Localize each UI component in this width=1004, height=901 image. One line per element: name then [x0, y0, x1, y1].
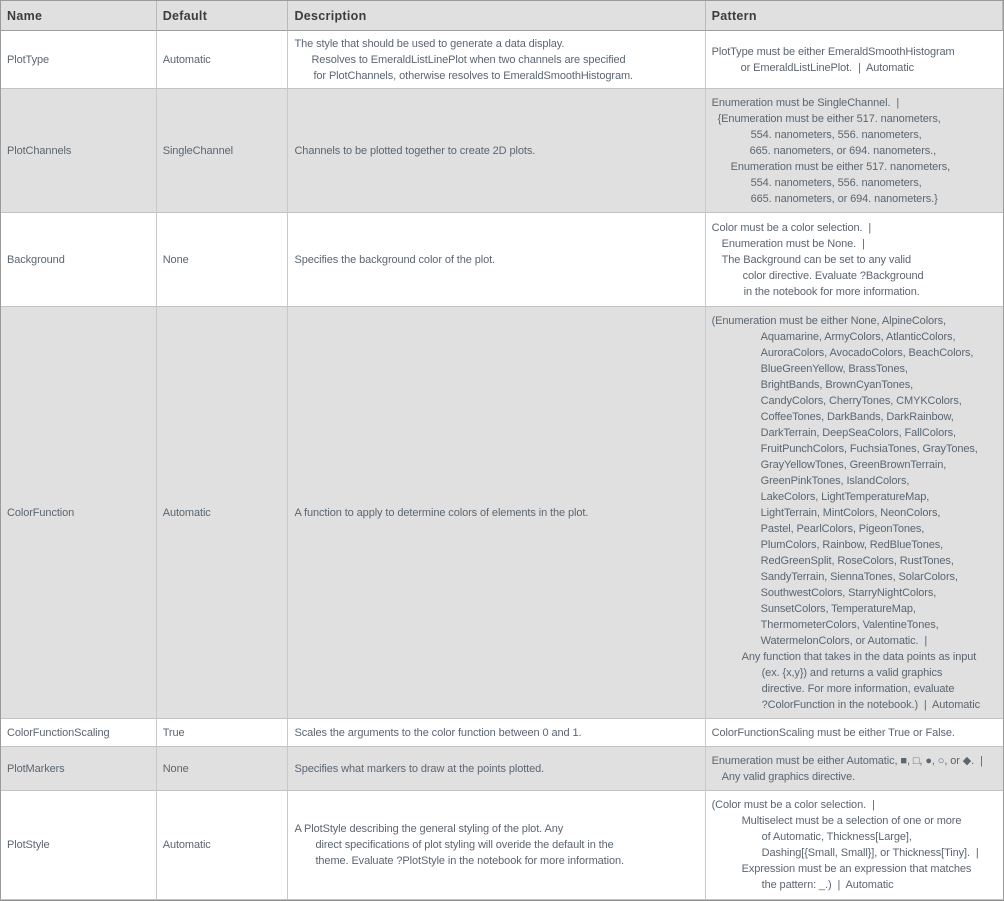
pattern-line: (ex. {x,y}) and returns a valid graphics — [761, 666, 943, 679]
pattern-line: color directive. Evaluate ?Background — [742, 269, 924, 282]
description-line: direct specifications of plot styling will overide the default in the — [315, 839, 614, 851]
pattern-line: SunsetColors, TemperatureMap, — [760, 602, 916, 615]
pattern-line: Enumeration must be SingleChannel. | — [711, 96, 900, 109]
pattern-line: Multiselect must be a selection of one or more — [741, 815, 962, 827]
pattern-line: in the notebook for more information. — [743, 285, 920, 298]
option-default-value: Automatic — [162, 53, 211, 66]
pattern-line: Color must be a color selection. | — [711, 221, 872, 234]
pattern-line: directive. For more information, evaluate — [761, 682, 955, 695]
cell-default — [157, 747, 289, 791]
pattern-line: GrayYellowTones, GreenBrownTerrain, — [760, 458, 947, 471]
option-default-value: Automatic — [162, 506, 211, 519]
pattern-line: 665. nanometers, or 694. nanometers., — [749, 144, 937, 157]
description-line: theme. Evaluate ?PlotStyle in the notebook for more information. — [315, 855, 624, 867]
cell-name — [1, 31, 157, 89]
cell-description — [288, 747, 705, 791]
pattern-line: Any function that takes in the data points as input — [741, 650, 977, 663]
column-header-pattern — [706, 1, 1003, 31]
pattern-line: BrightBands, BrownCyanTones, — [760, 378, 914, 391]
pattern-line: Enumeration must be None. | — [721, 237, 865, 250]
pattern-line: DarkTerrain, DeepSeaColors, FallColors, — [760, 426, 957, 439]
cell-description — [288, 213, 705, 307]
pattern-line: SouthwestColors, StarryNightColors, — [760, 586, 937, 599]
pattern-line: FruitPunchColors, FuchsiaTones, GrayTones, — [760, 442, 978, 455]
description-line: for PlotChannels, otherwise resolves to EmeraldSmoothHistogram. — [313, 69, 634, 82]
table-row — [1, 213, 1003, 307]
pattern-line: RedGreenSplit, RoseColors, RustTones, — [760, 554, 954, 567]
pattern-line: ColorFunctionScaling must be either True or False. — [711, 726, 955, 739]
option-default-value: None — [162, 762, 189, 775]
column-header-name — [1, 1, 157, 31]
table-row — [1, 719, 1003, 747]
cell-description — [288, 307, 705, 719]
option-name: Background — [7, 253, 65, 266]
column-header-label: Name — [7, 8, 43, 23]
description-line: Specifies the background color of the plot. — [294, 253, 496, 266]
cell-default — [157, 307, 289, 719]
cell-description — [288, 719, 705, 747]
description-line: The style that should be used to generate a data display. — [294, 37, 565, 50]
pattern-line: Pastel, PearlColors, PigeonTones, — [760, 522, 925, 535]
option-name: ColorFunctionScaling — [7, 726, 110, 739]
description-line: A function to apply to determine colors of elements in the plot. — [294, 506, 589, 519]
cell-description — [288, 89, 705, 213]
pattern-line: PlotType must be either EmeraldSmoothHistogram — [711, 45, 955, 58]
pattern-line: CoffeeTones, DarkBands, DarkRainbow, — [760, 410, 954, 423]
cell-pattern — [706, 747, 1003, 791]
pattern-line: WatermelonColors, or Automatic. | — [760, 634, 928, 647]
cell-pattern — [706, 213, 1003, 307]
pattern-line: LightTerrain, MintColors, NeonColors, — [760, 506, 941, 519]
pattern-line: Expression must be an expression that matches — [741, 863, 972, 875]
pattern-line: 554. nanometers, 556. nanometers, — [750, 128, 922, 141]
pattern-line: SandyTerrain, SiennaTones, SolarColors, — [760, 570, 958, 583]
column-header-label: Default — [162, 8, 208, 23]
cell-pattern — [706, 89, 1003, 213]
option-default-value: SingleChannel — [162, 144, 233, 157]
cell-name — [1, 307, 157, 719]
pattern-line: The Background can be set to any valid — [721, 253, 912, 266]
option-default-value: True — [162, 726, 185, 739]
pattern-line: GreenPinkTones, IslandColors, — [760, 474, 910, 487]
pattern-line: Aquamarine, ArmyColors, AtlanticColors, — [760, 330, 956, 343]
description-line: Channels to be plotted together to create 2D plots. — [294, 144, 536, 157]
table-row — [1, 307, 1003, 719]
table-row — [1, 747, 1003, 791]
description-line: Resolves to EmeraldListLinePlot when two channels are specified — [311, 53, 626, 66]
pattern-line: or EmeraldListLinePlot. | Automatic — [740, 61, 915, 74]
pattern-line: the pattern: _.) | Automatic — [761, 879, 894, 891]
cell-name — [1, 747, 157, 791]
pattern-line: CandyColors, CherryTones, CMYKColors, — [760, 394, 962, 407]
column-header-label: Pattern — [711, 8, 757, 23]
pattern-line: LakeColors, LightTemperatureMap, — [760, 490, 930, 503]
cell-default — [157, 719, 289, 747]
option-default-value: Automatic — [162, 839, 211, 851]
pattern-line: (Color must be a color selection. | — [711, 799, 875, 811]
cell-pattern — [706, 31, 1003, 89]
pattern-line: {Enumeration must be either 517. nanometers, — [717, 112, 941, 125]
table-body — [1, 31, 1003, 899]
table-row — [1, 89, 1003, 213]
option-default-value: None — [162, 253, 189, 266]
pattern-line: Dashing[{Small, Small}], or Thickness[Tiny]. | — [761, 847, 979, 859]
pattern-line: 665. nanometers, or 694. nanometers.} — [750, 192, 938, 205]
table-header-row — [1, 1, 1003, 31]
cell-name — [1, 719, 157, 747]
cell-name — [1, 89, 157, 213]
option-name: PlotMarkers — [7, 762, 65, 775]
description-line: Scales the arguments to the color function between 0 and 1. — [294, 726, 582, 739]
option-name: PlotChannels — [7, 144, 72, 157]
cell-default — [157, 89, 289, 213]
cell-default — [157, 213, 289, 307]
cell-default — [157, 31, 289, 89]
option-name: ColorFunction — [7, 506, 75, 519]
cell-name — [1, 213, 157, 307]
cell-description — [288, 31, 705, 89]
column-header-description — [288, 1, 705, 31]
pattern-line: of Automatic, Thickness[Large], — [761, 831, 912, 843]
description-line: Specifies what markers to draw at the points plotted. — [294, 762, 545, 775]
cell-default — [157, 791, 289, 899]
cell-pattern — [706, 307, 1003, 719]
pattern-line: ThermometerColors, ValentineTones, — [760, 618, 939, 631]
pattern-line: PlumColors, Rainbow, RedBlueTones, — [760, 538, 944, 551]
pattern-line: BlueGreenYellow, BrassTones, — [760, 362, 908, 375]
pattern-line: 554. nanometers, 556. nanometers, — [750, 176, 922, 189]
option-name: PlotType — [7, 53, 50, 66]
pattern-line: (Enumeration must be either None, AlpineColors, — [711, 314, 946, 327]
cell-pattern — [706, 719, 1003, 747]
pattern-line: Enumeration must be either 517. nanometers, — [730, 160, 951, 173]
column-header-default — [157, 1, 289, 31]
cell-description — [288, 791, 705, 899]
table-row — [1, 791, 1003, 899]
option-name: PlotStyle — [7, 839, 50, 851]
cell-name — [1, 791, 157, 899]
table-row — [1, 31, 1003, 89]
pattern-line: AuroraColors, AvocadoColors, BeachColors, — [760, 346, 974, 359]
column-header-label: Description — [294, 8, 367, 23]
cell-pattern — [706, 791, 1003, 899]
pattern-line: Enumeration must be either Automatic, ■, □, ●, ○, or ◆. | — [711, 754, 983, 767]
pattern-line: ?ColorFunction in the notebook.) | Automatic — [761, 698, 980, 711]
pattern-line: Any valid graphics directive. — [721, 770, 856, 783]
description-line: A PlotStyle describing the general styling of the plot. Any — [294, 823, 564, 835]
